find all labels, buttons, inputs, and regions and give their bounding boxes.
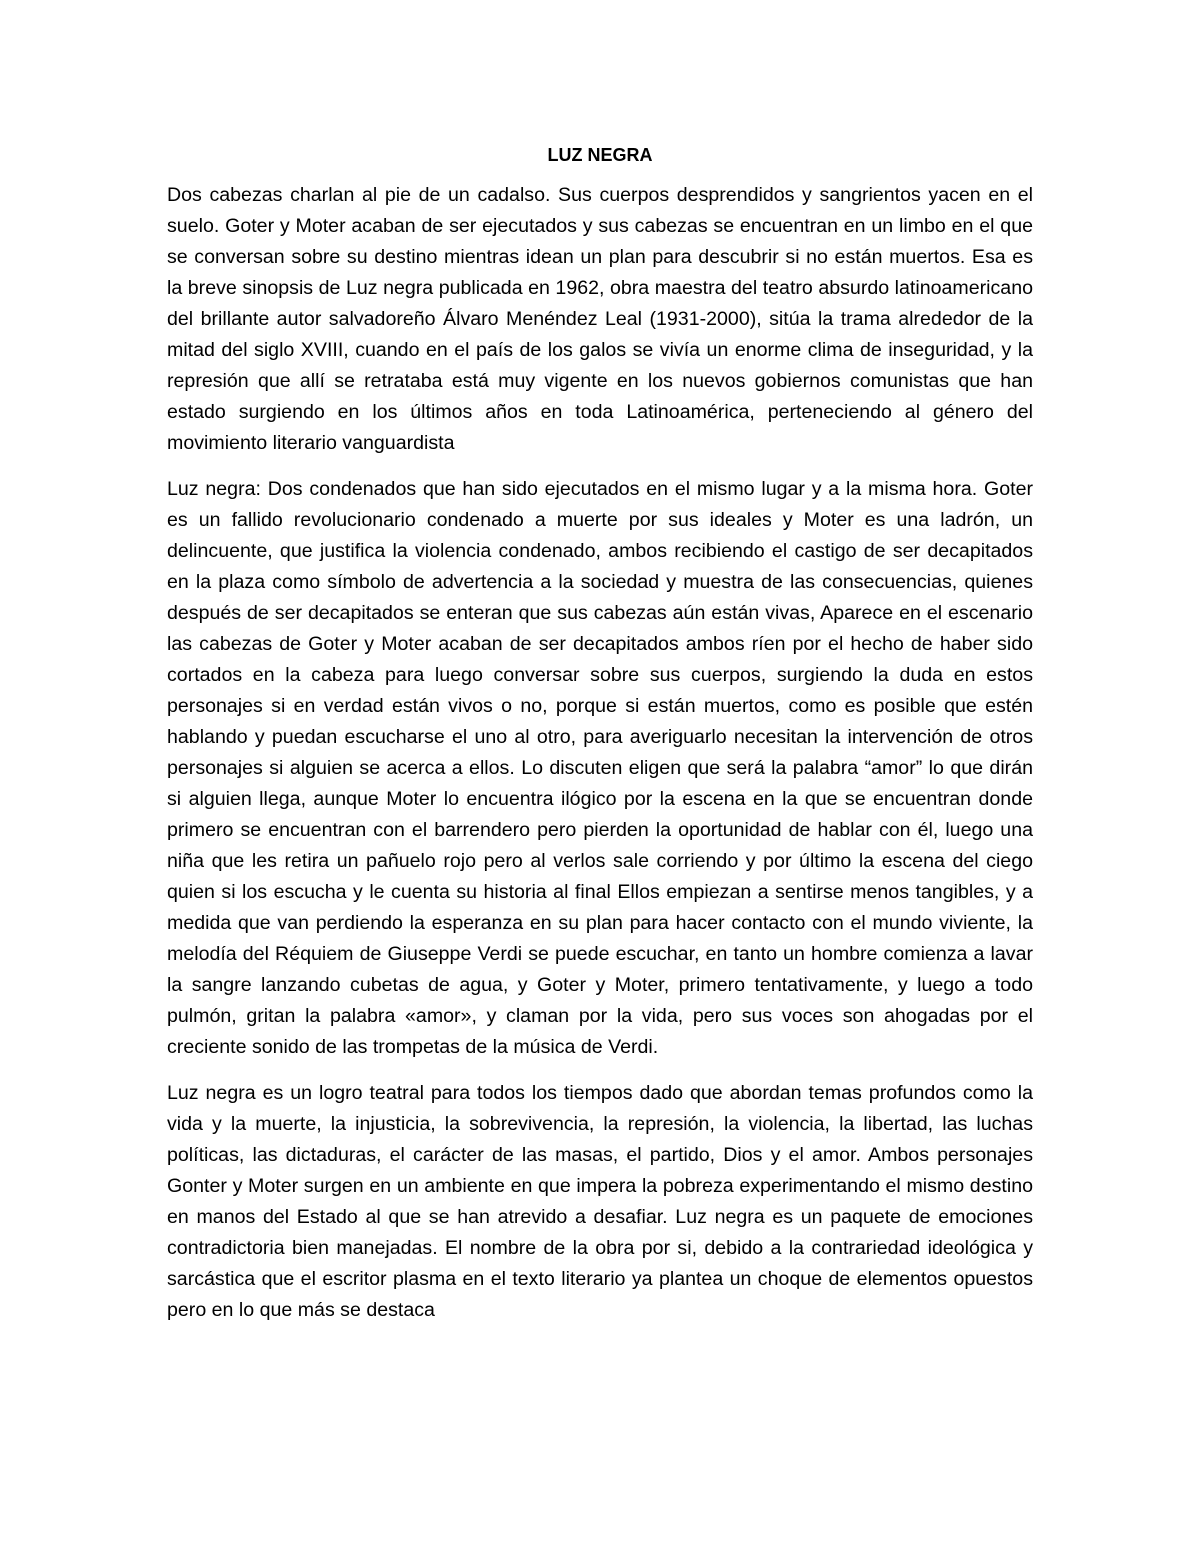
paragraph-synopsis: Dos cabezas charlan al pie de un cadalso. Sus cuerpos desprendidos y sangrientos yacen en el suelo. Goter y Moter acaban de ser ejecutados y sus cabezas se encuentran en un limbo en el que se conversan sobre su destino mientras idean un plan para descubrir si no están muertos. Esa es la breve sinopsis de Luz negra publicada en 1962, obra maestra del teatro absurdo latinoamericano del brillante autor salvadoreño Álvaro Menéndez Leal (1931-2000), sitúa la trama alrededor de la mitad del siglo XVIII, cuando en el país de los galos se vivía un enorme clima de inseguridad, y la represión que allí se retrataba está muy vigente en los nuevos gobiernos comunistas que han estado surgiendo en los últimos años en toda Latinoamérica, perteneciendo al género del movimiento literario vanguardista — [167, 184, 1033, 454]
paragraph-plot: Luz negra: Dos condenados que han sido ejecutados en el mismo lugar y a la misma hora. Goter es un fallido revolucionario condenado a muerte por sus ideales y Moter es una ladrón, un delincuente, que justifica la violencia condenado, ambos recibiendo el castigo de ser decapitados en la plaza como símbolo de advertencia a la sociedad y muestra de las consecuencias, quienes después de ser decapitados se enteran que sus cabezas aún están vivas, Aparece en el escenario las cabezas de Goter y Moter acaban de ser decapitados ambos ríen por el hecho de haber sido cortados en la cabeza para luego conversar sobre sus cuerpos, surgiendo la duda en estos personajes si en verdad están vivos o no, porque si están muertos, como es posible que estén hablando y puedan escucharse el uno al otro, para averiguarlo necesitan la intervención de otros personajes si alguien se acerca a ellos. Lo discuten eligen que será la palabra “amor” lo que dirán si alguien llega, aunque Moter lo encuentra ilógico por la escena en la que se encuentran donde primero se encuentran con el barrendero pero pierden la oportunidad de hablar con él, luego una niña que les retira un pañuelo rojo pero al verlos sale corriendo y por último la escena del ciego quien si los escucha y le cuenta su historia al final Ellos empiezan a sentirse menos tangibles, y a medida que van perdiendo la esperanza en su plan para hacer contacto con el mundo viviente, la melodía del Réquiem de Giuseppe Verdi se puede escuchar, en tanto un hombre comienza a lavar la sangre lanzando cubetas de agua, y Goter y Moter, primero tentativamente, y luego a todo pulmón, gritan la palabra «amor», y claman por la vida, pero sus voces son ahogadas por el creciente sonido de las trompetas de la música de Verdi. — [167, 478, 1033, 1058]
document-title: LUZ NEGRA — [547, 145, 653, 165]
paragraph-analysis: Luz negra es un logro teatral para todos los tiempos dado que abordan temas profundos como la vida y la muerte, la injusticia, la sobrevivencia, la represión, la violencia, la libertad, las luchas políticas, las dictaduras, el carácter de las masas, el partido, Dios y el amor. Ambos personajes Gonter y Moter surgen en un ambiente en que impera la pobreza experimentando el mismo destino en manos del Estado al que se han atrevido a desafiar. Luz negra es un paquete de emociones contradictoria bien manejadas. El nombre de la obra por si, debido a la contrariedad ideológica y sarcástica que el escritor plasma en el texto literario ya plantea un choque de elementos opuestos pero en lo que más se destaca — [167, 1082, 1033, 1321]
document-body — [167, 140, 1033, 1341]
